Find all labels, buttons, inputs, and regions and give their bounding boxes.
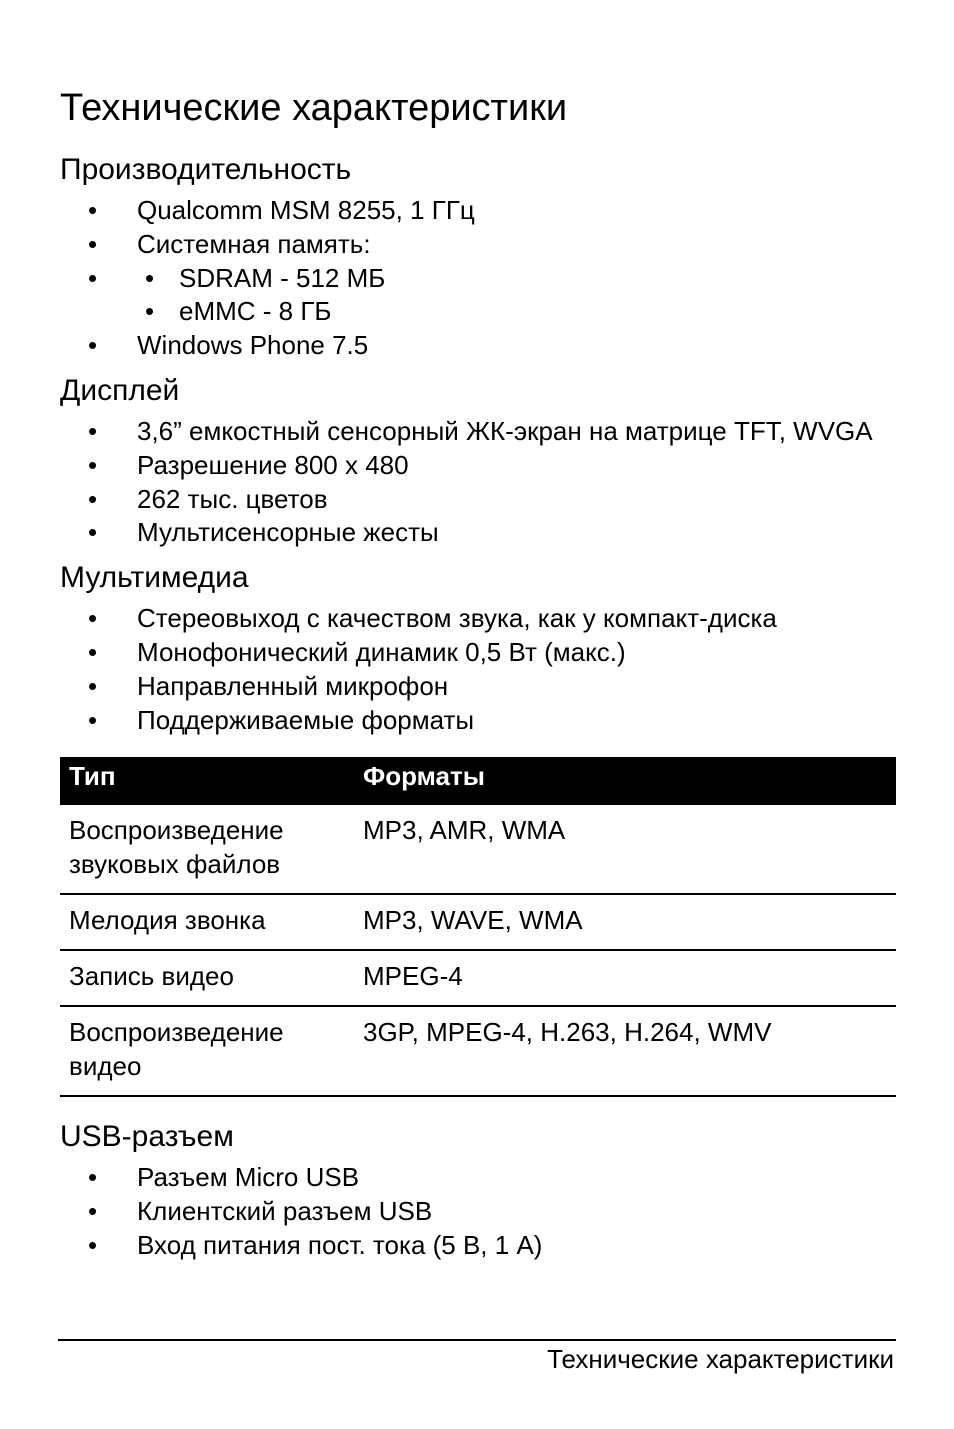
list-item: • Windows Phone 7.5 xyxy=(60,329,896,363)
sublist-item: • • SDRAM - 512 МБ xyxy=(137,262,896,296)
section-heading-display: Дисплей xyxy=(60,373,180,407)
document-page xyxy=(60,82,896,1271)
table-cell-formats: 3GP, MPEG-4, H.263, H.264, WMV xyxy=(354,1006,896,1096)
section-heading-usb: USB-разъем xyxy=(60,1120,234,1154)
display-list xyxy=(60,415,896,550)
table-cell-formats: MPEG-4 xyxy=(354,950,896,1006)
footer-divider xyxy=(58,1339,896,1341)
usb-list xyxy=(60,1161,896,1262)
performance-list xyxy=(60,194,896,363)
table-header-formats: Форматы xyxy=(354,757,896,805)
table-row xyxy=(60,950,896,1006)
list-item: • Разъем Micro USB xyxy=(60,1161,896,1195)
section-heading-performance: Производительность xyxy=(60,153,352,186)
table-cell-type: Мелодия звонка xyxy=(60,894,354,950)
list-item: • 262 тыс. цветов xyxy=(60,483,896,517)
sublist-item: • eMMC - 8 ГБ xyxy=(137,295,896,329)
multimedia-list xyxy=(60,602,896,737)
list-item-label: Системная память: xyxy=(137,228,371,259)
table-row xyxy=(60,805,896,894)
list-item xyxy=(60,228,896,262)
table-cell-formats: MP3, AMR, WMA xyxy=(354,805,896,894)
list-item: • Поддерживаемые форматы xyxy=(60,704,896,738)
table-row xyxy=(60,1006,896,1096)
page-title: Технические характеристики xyxy=(60,87,568,129)
table-cell-formats: MP3, WAVE, WMA xyxy=(354,894,896,950)
list-item: • Мультисенсорные жесты xyxy=(60,516,896,550)
table-cell-type: Воспроизведение видео xyxy=(60,1006,354,1096)
list-item: • 3,6” емкостный сенсорный ЖК-экран на матрице TFT, WVGA xyxy=(60,415,896,449)
list-item: • Направленный микрофон xyxy=(60,670,896,704)
table-row xyxy=(60,894,896,950)
footer-running-title: Технические характеристики xyxy=(547,1344,894,1374)
table-header-row xyxy=(60,757,896,805)
table-header-type: Тип xyxy=(60,757,354,805)
formats-table xyxy=(60,757,896,1097)
list-item: • Клиентский разъем USB xyxy=(60,1195,896,1229)
list-item: • Стереовыход с качеством звука, как у компакт-диска xyxy=(60,602,896,636)
list-item xyxy=(60,262,896,330)
table-cell-type: Запись видео xyxy=(60,950,354,1006)
list-item: • Qualcomm MSM 8255, 1 ГГц xyxy=(60,194,896,228)
table-cell-type: Воспроизведение звуковых файлов xyxy=(60,805,354,894)
list-item: • Разрешение 800 x 480 xyxy=(60,449,896,483)
memory-sublist xyxy=(60,262,896,330)
list-item: • Вход питания пост. тока (5 В, 1 А) xyxy=(60,1229,896,1263)
list-item: • Монофонический динамик 0,5 Вт (макс.) xyxy=(60,636,896,670)
section-heading-multimedia: Мультимедиа xyxy=(60,561,249,595)
